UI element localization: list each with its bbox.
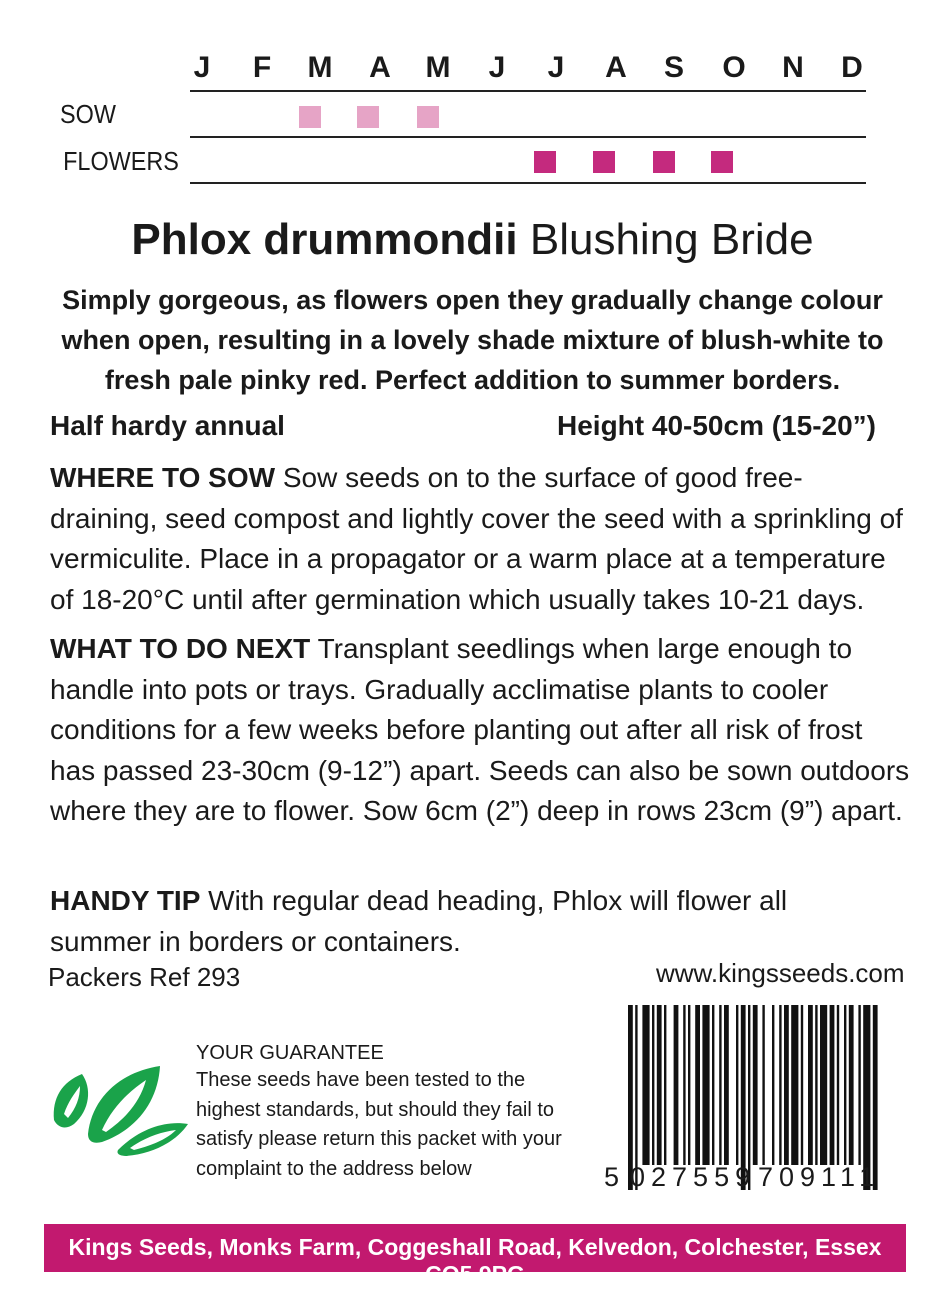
barcode-bar [808,1005,813,1165]
barcode-bar [642,1005,649,1165]
barcode-bar [858,1005,860,1165]
barcode-bar [849,1005,854,1165]
barcode-bar [664,1005,666,1165]
calendar-divider [190,182,866,184]
barcode-bar [784,1005,789,1165]
section-heading: WHAT TO DO NEXT [50,633,311,664]
calendar-mark [299,106,321,128]
barcode-bar [801,1005,803,1165]
barcode-bar [674,1005,679,1165]
calendar-mark [417,106,439,128]
barcode-bar [652,1005,654,1165]
month-label: S [663,51,684,84]
month-label: A [369,51,391,84]
barcode-bar [657,1005,662,1165]
barcode-bar [719,1005,721,1165]
barcode-bar [844,1005,846,1165]
calendar-divider [190,90,866,92]
month-label: N [782,51,804,84]
calendar-mark [593,151,615,173]
section-heading: WHERE TO SOW [50,462,276,493]
product-description: Simply gorgeous, as flowers open they gradually change colour when open, resulting in a lovely shade mixture of blush-white to fresh pale pinky red. Perfect addition to summer borders. [61,285,884,395]
section-heading: HANDY TIP [50,885,201,916]
barcode-bar [688,1005,690,1165]
barcode-bar [724,1005,729,1165]
section-text: Transplant seedlings when large enough to handle into pots or trays. Gradually acclimatise plants to cooler conditions for a few weeks before planting out after all risk of frost has passed 23-30cm (9-12”) apart. Seeds can also be sown outdoors where they are to flower. Sow 6cm (2”) deep in rows 23cm (9”) apart. [50,633,910,826]
packers-ref: Packers Ref 293 [48,962,241,992]
barcode-bar [702,1005,709,1165]
month-label: F [252,51,272,84]
barcode-bar [736,1005,738,1165]
guarantee-text: These seeds have been tested to the highest standards, but should they fail to satisfy please return this packet with your complaint to the address below [196,1069,562,1180]
barcode-bar [837,1005,839,1165]
barcode-bar [815,1005,817,1165]
section-text: Sow seeds on to the surface of good free-draining, seed compost and lightly cover the seed with a sprinkling of vermiculite. Place in a propagator or a warm place at a temperature of 18-20°C until after germination which usually takes 10-21 days. [50,462,903,615]
barcode-digits-left: 027559 [630,1162,757,1192]
month-label: O [722,51,746,84]
month-label: M [307,51,333,84]
month-label: D [841,51,863,84]
leaf-logo-icon [48,1058,188,1158]
month-label: J [193,51,211,84]
calendar-mark [534,151,556,173]
what-to-do-next-section [50,629,910,832]
latin-name: Phlox drummondii [131,215,518,264]
month-label: J [488,51,506,84]
barcode-digit-first: 5 [604,1162,620,1192]
barcode-bar [762,1005,764,1165]
variety-name: Blushing Bride [529,215,814,264]
calendar-mark [711,151,733,173]
address-banner [44,1224,906,1287]
barcode-bar [772,1005,774,1165]
section-text: With regular dead heading, Phlox will flower all summer in borders or containers. [50,885,788,957]
barcode-bar [753,1005,758,1165]
calendar-divider [190,136,866,138]
month-label: J [547,51,565,84]
handy-tip-section [50,881,850,962]
barcode-bar [791,1005,798,1165]
calendar-mark [653,151,675,173]
row-label-sow: SOW [60,99,116,129]
product-title [0,212,945,268]
month-label: M [425,51,451,84]
address-text: Kings Seeds, Monks Farm, Coggeshall Road, Kelvedon, Colchester, Essex CO5 9PG [68,1234,882,1287]
guarantee-title: YOUR GUARANTEE [196,1042,384,1064]
barcode-bar [830,1005,835,1165]
barcode-digits-right: 709111 [758,1162,881,1192]
barcode-bar [820,1005,827,1165]
plant-type: Half hardy annual [50,410,285,441]
barcode-bar [712,1005,714,1165]
month-label: A [605,51,627,84]
plant-height: Height 40-50cm (15-20”) [557,410,877,441]
barcode-bar [779,1005,781,1165]
row-label-flowers: FLOWERS [63,146,179,176]
calendar-mark [357,106,379,128]
barcode-bar [683,1005,685,1165]
barcode-bar [695,1005,700,1165]
where-to-sow-section [50,458,910,620]
website-link[interactable]: www.kingsseeds.com [656,958,905,988]
